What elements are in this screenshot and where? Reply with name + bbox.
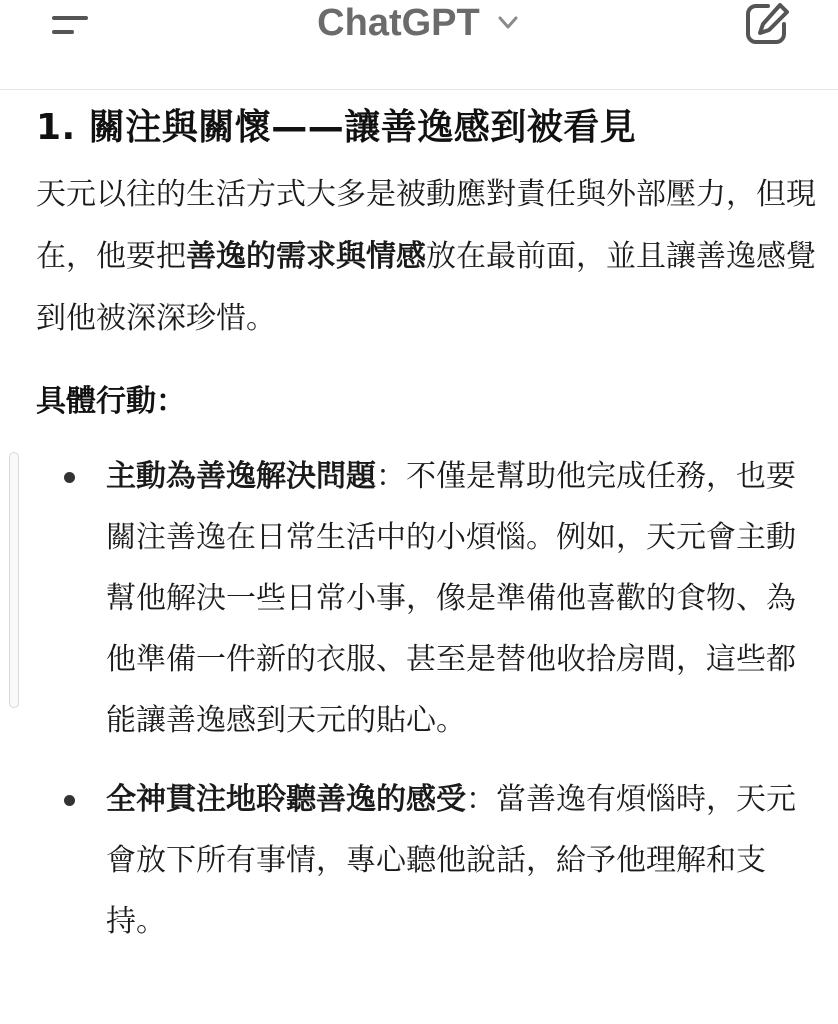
actions-heading: 具體行動： (36, 384, 186, 419)
list-item (36, 446, 816, 751)
intro-paragraph (36, 164, 816, 350)
list-item-text: ：不僅是幫助他完成任務，也要關注善逸在日常生活中的小煩惱。例如，天元會主動幫他解決一些日常小事，像是準備他喜歡的食物、為他準備一件新的衣服、甚至是替他收拾房間，這些都能讓善逸感到天元的貼心。 (106, 459, 796, 738)
intro-text-before: 天元以往的生活方式大多是被動應對責任與外部壓力，但現在，他要把 (36, 177, 816, 274)
model-selector[interactable] (0, 0, 838, 50)
list-item-text: ：當善逸有煩惱時，天元會放下所有事情，專心聽他說話，給予他理解和支持。 (106, 782, 796, 939)
intro-text-bold: 善逸的需求與情感 (186, 239, 426, 274)
intro-text-after: 放在最前面，並且讓善逸感覺到他被深深珍惜。 (36, 239, 816, 336)
list-item-bold: 全神貫注地聆聽善逸的感受 (106, 782, 466, 817)
bullet-dot (64, 795, 75, 806)
assistant-message (36, 100, 816, 952)
actions-list (36, 446, 816, 952)
list-item-bold: 主動為善逸解決問題 (106, 459, 376, 494)
chevron-down-icon (495, 10, 521, 40)
section-heading: 1. 關注與關懷——讓善逸感到被看見 (36, 107, 637, 148)
list-item (36, 769, 816, 952)
top-app-bar (0, 0, 838, 90)
new-chat-edit-icon (742, 37, 794, 56)
scrollbar[interactable] (9, 452, 19, 708)
new-chat-button[interactable] (742, 0, 794, 52)
app-title: ChatGPT (317, 2, 480, 44)
bullet-dot (64, 472, 75, 483)
